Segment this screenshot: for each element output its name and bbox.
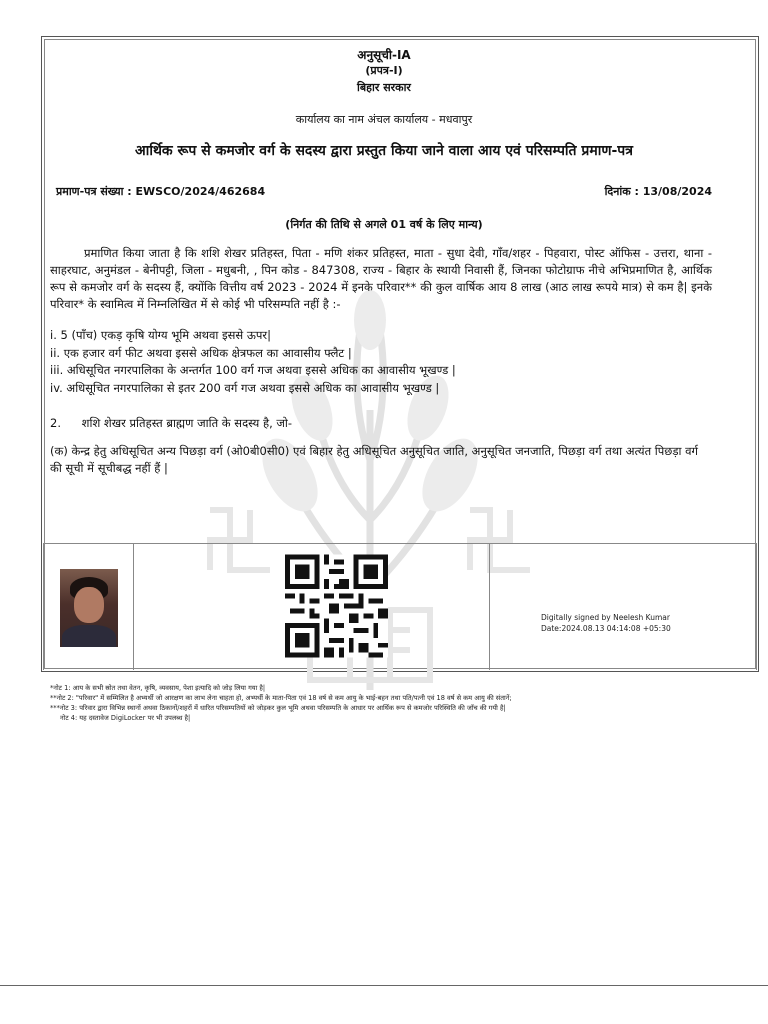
certificate-number-value: EWSCO/2024/462684 (135, 185, 266, 198)
caste-statement-text: शशि शेखर प्रतिहस्त ब्राह्मण जाति के सदस्य है, जो- (81, 416, 293, 430)
government-name: बिहार सरकार (357, 81, 411, 94)
digital-signature (541, 612, 671, 634)
panel-divider (756, 544, 757, 670)
panel-divider (43, 544, 44, 670)
list-item: iii. अधिसूचित नगरपालिका के अन्तर्गत 100 वर्ग गज अथवा इससे अधिक का आवासीय भूखण्ड | (50, 363, 456, 377)
panel-divider (133, 544, 134, 670)
section-number: 2. (50, 416, 61, 430)
list-item: ii. एक हजार वर्ग फीट अथवा इससे अधिक क्षेत्रफल का आवासीय फ्लैट | (50, 345, 352, 360)
certificate-date-value: 13/08/2024 (642, 185, 712, 198)
certification-paragraph: प्रमाणित किया जाता है कि शशि शेखर प्रतिहस्त, पिता - मणि शंकर प्रतिहस्त, माता - सुधा देवी, गाँव/शहर - पिहवारा, पोस्ट ऑफिस - उत्तरा, थाना - साहरघाट, अनुमंडल - बेनीपट्टी, जिला - मधुबनी, , पिन कोड - 847308, राज्य - बिहार के स्थायी निवासी हैं, जिनका फोटोग्राफ नीचे अभिप्रमाणित है, आर्थिक रूप से कमजोर वर्ग के सदस्य हैं, क्योंकि वित्तीय वर्ष 2023 - 2024 में इनके परिवार** की कुल वार्षिक आय 8 लाख (आठ लाख रूपये मात्र) से कम है| इनके परिवार* के स्वामित्व में निम्नलिखित में से कोई भी परिसम्पति नहीं है :- (50, 246, 712, 311)
certificate-title: आर्थिक रूप से कमजोर वर्ग के सदस्य द्वारा प्रस्तुत किया जाने वाला आय एवं परिसम्पति प्रमाण-पत्र (135, 143, 633, 159)
footnote: ***नोट 3: परिवार द्वारा विभिन्न स्थानों अथवा ठिकानों/शहरों में धारित परिसम्पतियों को जोड़कर कुल भूमि अथवा परिसम्पति के आधार पर आर्थिक रूप से कमजोर परिस्थिति की जाँच की गयी है| (50, 704, 506, 712)
certificate-number (56, 184, 265, 199)
certificate-number-label: प्रमाण-पत्र संख्या : (56, 185, 132, 198)
asset-list (50, 327, 712, 397)
schedule-heading: अनुसूची-IA (357, 48, 411, 62)
office-name: कार्यालय का नाम अंचल कार्यालय - मधवापुर (295, 113, 473, 126)
list-item: i. 5 (पाँच) एकड़ कृषि योग्य भूमि अथवा इससे ऊपर| (50, 328, 271, 342)
certificate-date-label: दिनांक : (604, 185, 639, 198)
page-bottom-rule (0, 985, 768, 986)
caste-statement (50, 415, 712, 432)
signature-date: Date:2024.08.13 04:14:08 +05:30 (541, 624, 671, 633)
verification-panel (43, 543, 757, 670)
applicant-photo (60, 569, 118, 647)
certificate-date (605, 184, 712, 199)
validity-note: (निर्गत की तिथि से अगले 01 वर्ष के लिए मान्य) (285, 218, 483, 231)
footnote: नोट 4: यह दस्तावेज DigiLocker पर भी उपलब्ध है| (60, 714, 191, 722)
signed-by: Digitally signed by Neelesh Kumar (541, 613, 670, 622)
category-clause: (क) केन्द्र हेतु अधिसूचित अन्य पिछड़ा वर्ग (ओ0बी0सी0) एवं बिहार हेतु अधिसूचित अनुसूचित जाति, अनुसूचित जनजाति, पिछड़ा वर्ग तथा अत्यंत पिछड़ा वर्ग की सूची में सूचीबद्ध नहीं हैं | (50, 444, 699, 475)
footnote: **नोट 2: "परिवार" में सम्मिलित है अभ्यर्थी जो आरक्षण का लाभ लेना चाहता हो, अभ्यर्थी के माता-पिता एवं 18 वर्ष से कम आयु के भाई-बहन तथा पति/पत्नी एवं 18 वर्ष से कम आयु की संतानें; (50, 694, 512, 702)
qr-code-icon[interactable] (285, 552, 388, 660)
list-item: iv. अधिसूचित नगरपालिका से इतर 200 वर्ग गज अथवा इससे अधिक का आवासीय भूखण्ड | (50, 380, 440, 395)
footnotes (50, 683, 512, 723)
form-number: (प्रपत्र-I) (365, 64, 403, 77)
panel-divider (489, 544, 490, 670)
footnote: *नोट 1: आय के सभी स्रोत तथा वेतन, कृषि, व्यवसाय, पेशा इत्यादि को जोड़ लिया गया है| (50, 684, 266, 692)
